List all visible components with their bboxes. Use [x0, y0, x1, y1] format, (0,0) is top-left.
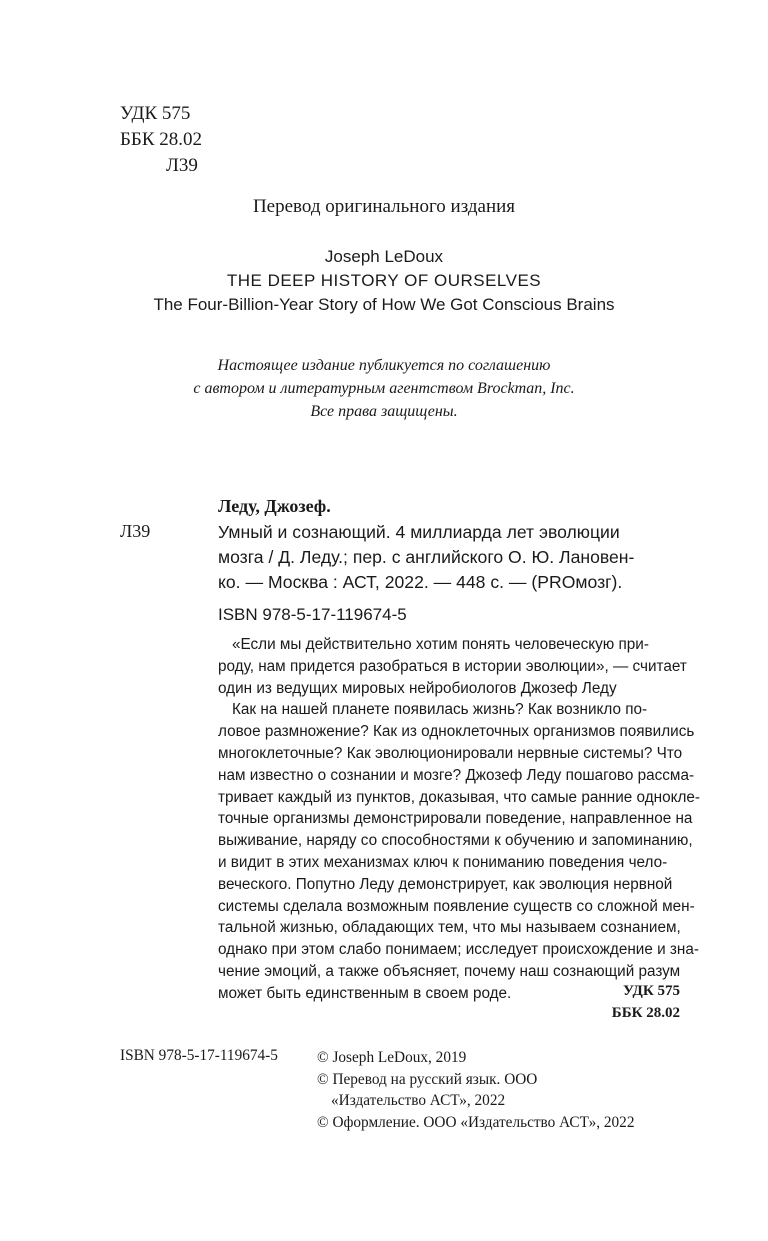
copyright-line: «Издательство АСТ», 2022	[331, 1092, 506, 1109]
annotation-line: системы сделала возможным появление существ со сложной мен-	[218, 897, 695, 915]
annotation-line: роду, нам придется разобраться в истории эволюции», — считает	[218, 657, 687, 675]
translation-note: Перевод оригинального издания	[252, 196, 516, 217]
copyright-line: © Joseph LeDoux, 2019	[317, 1049, 467, 1066]
bibliographic-description	[218, 520, 680, 595]
annotation-line: многоклеточные? Как эволюционировали нервные системы? Что	[218, 744, 683, 762]
annotation-line: тальной жизнью, обладающих тем, что мы называем сознанием,	[218, 919, 681, 937]
rights-line: Все права защищены.	[310, 403, 458, 420]
rights-line: с автором и литературным агентством Brockman, Inc.	[193, 380, 575, 397]
catalog-author: Леду, Джозеф.	[218, 496, 331, 516]
annotation-line: один из ведущих мировых нейробиологов Джозеф Леду	[218, 679, 617, 697]
original-edition	[0, 245, 768, 317]
annotation-line: и видит в этих механизмах ключ к пониманию поведения чело-	[218, 853, 668, 871]
annotation-line: веческого. Попутно Леду демонстрирует, как эволюция нервной	[218, 875, 673, 893]
rights-line: Настоящее издание публикуется по соглашению	[217, 357, 551, 374]
bbk-code: ББК 28.02	[611, 1005, 680, 1021]
annotation-line: Как на нашей планете появилась жизнь? Как возникло по-	[232, 701, 648, 719]
annotation-line: может быть единственным в своем роде.	[218, 984, 512, 1002]
biblio-line: ко. — Москва : АСТ, 2022. — 448 с. — (PROмозг).	[218, 572, 623, 592]
annotation-line: точные организмы демонстрировали поведение, направленное на	[218, 810, 693, 828]
annotation-line: нам известно о сознании и мозге? Джозеф Леду пошагово рассма-	[218, 766, 695, 784]
annotation	[218, 634, 700, 1005]
bbk-code: ББК 28.02	[120, 129, 202, 150]
classification-codes	[120, 101, 202, 179]
annotation-line: выживание, наряду со способностями к обучению и запоминанию,	[218, 832, 693, 850]
biblio-line: мозга / Д. Леду.; пер. с английского О. Ю. Лановен-	[218, 547, 635, 567]
original-author: Joseph LeDoux	[324, 247, 444, 266]
catalog-isbn: ISBN 978-5-17-119674-5	[218, 605, 407, 624]
copyright-line: © Перевод на русский язык. ООО	[317, 1070, 538, 1088]
footer-isbn: ISBN 978-5-17-119674-5	[120, 1047, 278, 1064]
annotation-line: тривает каждый из пунктов, доказывая, что самые ранние однокле-	[218, 788, 700, 806]
udk-code: УДК 575	[120, 103, 191, 124]
annotation-line: «Если мы действительно хотим понять человеческую при-	[232, 636, 649, 653]
annotation-line: однако при этом слабо понимаем; исследует происхождение и зна-	[218, 941, 699, 959]
call-number: Л39	[120, 521, 151, 541]
copyright-notices	[317, 1047, 634, 1133]
copyright-line: © Оформление. ООО «Издательство АСТ», 2022	[317, 1113, 635, 1131]
original-title: THE DEEP HISTORY OF OURSELVES	[226, 271, 542, 290]
rights-notice	[0, 354, 768, 423]
bottom-classification-codes	[612, 980, 680, 1024]
annotation-line: ловое размножение? Как из одноклеточных организмов появились	[218, 723, 695, 741]
original-subtitle: The Four-Billion-Year Story of How We Got Conscious Brains	[153, 295, 615, 314]
author-sign: Л39	[166, 155, 198, 176]
biblio-line: Умный и сознающий. 4 миллиарда лет эволюции	[218, 522, 620, 542]
udk-code: УДК 575	[623, 983, 680, 999]
annotation-line: чение эмоций, а также объясняет, почему наш сознающий разум	[218, 962, 681, 980]
